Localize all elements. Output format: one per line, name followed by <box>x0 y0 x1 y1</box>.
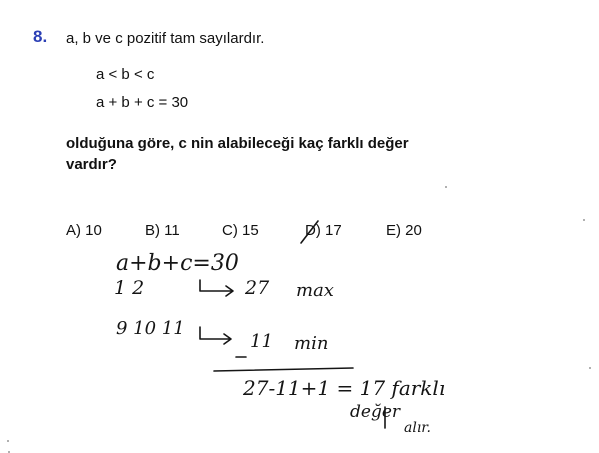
condition-2: a + b + c = 30 <box>96 94 189 111</box>
hw-mid-values: 9 10 11 <box>116 318 185 339</box>
scan-speck <box>589 367 591 369</box>
hw-subtraction-line <box>214 368 353 371</box>
hw-min-values: 1 2 <box>114 277 145 299</box>
hw-min-label: min <box>294 333 329 354</box>
choice-e[interactable]: E) 20 <box>386 222 422 239</box>
question-number: 8. <box>33 27 48 46</box>
question-stem: a, b ve c pozitif tam sayılardır. <box>66 30 265 47</box>
scan-speck <box>7 440 9 442</box>
choice-b[interactable]: B) 11 <box>145 222 180 239</box>
condition-1: a < b < c <box>96 66 155 83</box>
arrow-icon <box>200 327 231 344</box>
question-prompt <box>66 133 466 175</box>
choice-a[interactable]: A) 10 <box>66 222 102 239</box>
arrow-icon <box>200 280 233 296</box>
scan-speck <box>583 219 585 221</box>
hw-max-label: max <box>296 280 334 301</box>
hw-result-word-1: değer <box>350 402 401 422</box>
hw-max-value: 27 <box>245 277 270 299</box>
question-prompt-line-2: vardır? <box>66 156 117 173</box>
choice-c[interactable]: C) 15 <box>222 222 259 239</box>
question-prompt-line-1: olduğuna göre, c nin alabileceği kaç farklı değer <box>66 135 409 152</box>
hw-result: 27-11+1 = 17 farklı <box>243 376 446 400</box>
hw-min-value: 11 <box>250 331 273 352</box>
hw-result-word-2: alır. <box>404 420 431 436</box>
hw-equation: a+b+c=30 <box>116 251 239 276</box>
scan-speck <box>445 186 447 188</box>
choice-d[interactable]: D) 17 <box>305 222 342 239</box>
